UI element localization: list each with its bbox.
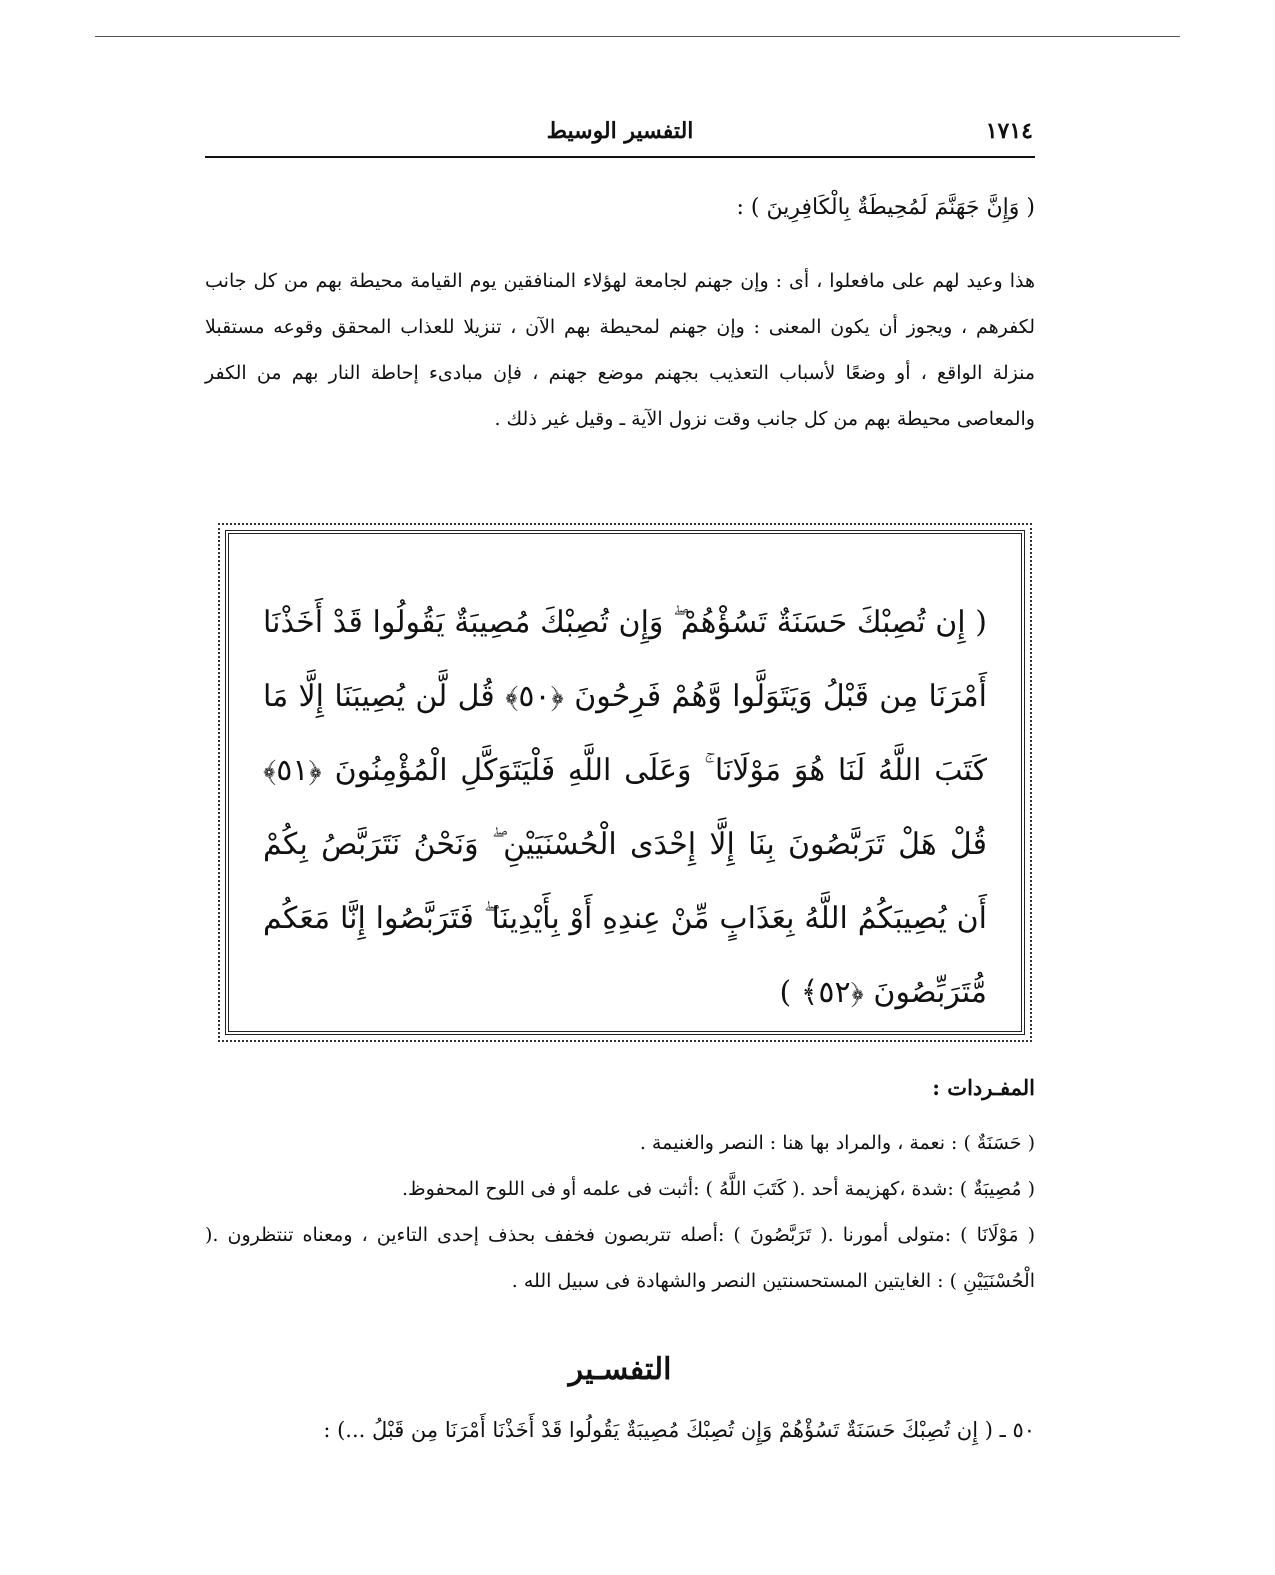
book-title: التفسير الوسيط bbox=[546, 118, 694, 144]
quran-verse-text: ( إِن تُصِبْكَ حَسَنَةٌ تَسُؤْهُمْ ۖ وَإِن تُصِبْكَ مُصِيبَةٌ يَقُولُوا قَدْ أَخَذْنَا أَمْرَنَا مِن قَبْلُ وَيَتَوَلَّوا وَّهُمْ فَرِحُونَ ﴿٥٠﴾ قُل لَّن يُصِيبَنَا إِلَّا مَا كَتَبَ اللَّهُ لَنَا هُوَ مَوْلَانَا ۚ وَعَلَى اللَّهِ فَلْيَتَوَكَّلِ الْمُؤْمِنُونَ ﴿٥١﴾ قُلْ هَلْ تَرَبَّصُونَ بِنَا إِلَّا إِحْدَى الْحُسْنَيَيْنِ ۖ وَنَحْنُ نَتَرَبَّصُ بِكُمْ أَن يُصِيبَكُمُ اللَّهُ بِعَذَابٍ مِّنْ عِندِهِ أَوْ بِأَيْدِينَا ۖ فَتَرَبَّصُوا إِنَّا مَعَكُم مُّتَرَبِّصُونَ ﴿٥٢﴾ ) bbox=[263, 605, 988, 1010]
vocabulary-entry: ( مَوْلَانَا ) :متولى أمورنا .( تَرَبَّصُونَ ) :أصله تتربصون فخفف بحذف إحدى التاءين ، ومعناه تنتظرون .( الْحُسْنَيَيْنِ ) : الغايتين المستحسنتين النصر والشهادة فى سبيل الله . bbox=[205, 1224, 1035, 1292]
quran-verse-box bbox=[225, 530, 1025, 1035]
scan-border-line bbox=[95, 36, 1180, 37]
page-number: ١٧١٤ bbox=[985, 118, 1033, 144]
verse-reference: ( وَإِنَّ جَهَنَّمَ لَمُحِيطَةٌ بِالْكَافِرِينَ ) : bbox=[736, 195, 1035, 220]
vocabulary-entry: ( مُصِيبَةٌ ) :شدة ،كهزيمة أحد .( كَتَبَ اللَّهُ ) :أثبت فى علمه أو فى اللوح المحفوظ. bbox=[402, 1178, 1035, 1200]
tafsir-verse-line: ٥٠ ـ ( إِن تُصِبْكَ حَسَنَةٌ تَسُؤْهُمْ وَإِن تُصِبْكَ مُصِيبَةٌ يَقُولُوا قَدْ أَخَذْنَا أَمْرَنَا مِن قَبْلُ ...) : bbox=[323, 1418, 1035, 1442]
commentary-paragraph: هذا وعيد لهم على مافعلوا ، أى : وإن جهنم لجامعة لهؤلاء المنافقين يوم القيامة محيطة بهم من كل جانب لكفرهم ، ويجوز أن يكون المعنى : وإن جهنم لمحيطة بهم الآن ، تنزيلا للعذاب المحقق وقوعه مستقبلا منزلة الواقع ، أو وضعًا لأسباب التعذيب بجهنم موضع جهنم ، فإن مبادىء إحاطة النار بهم من الكفر والمعاصى محيطة بهم من كل جانب وقت نزول الآية ـ وقيل غير ذلك . bbox=[205, 270, 1035, 430]
vocabulary-entry: ( حَسَنَةٌ ) : نعمة ، والمراد بها هنا : النصر والغنيمة . bbox=[639, 1132, 1035, 1154]
page-header bbox=[205, 118, 1035, 158]
vocabulary-list bbox=[205, 1120, 1035, 1304]
vocabulary-heading: المفـردات : bbox=[932, 1075, 1035, 1100]
tafsir-heading: التفسـير bbox=[568, 1352, 672, 1387]
commentary-section bbox=[205, 258, 1035, 442]
